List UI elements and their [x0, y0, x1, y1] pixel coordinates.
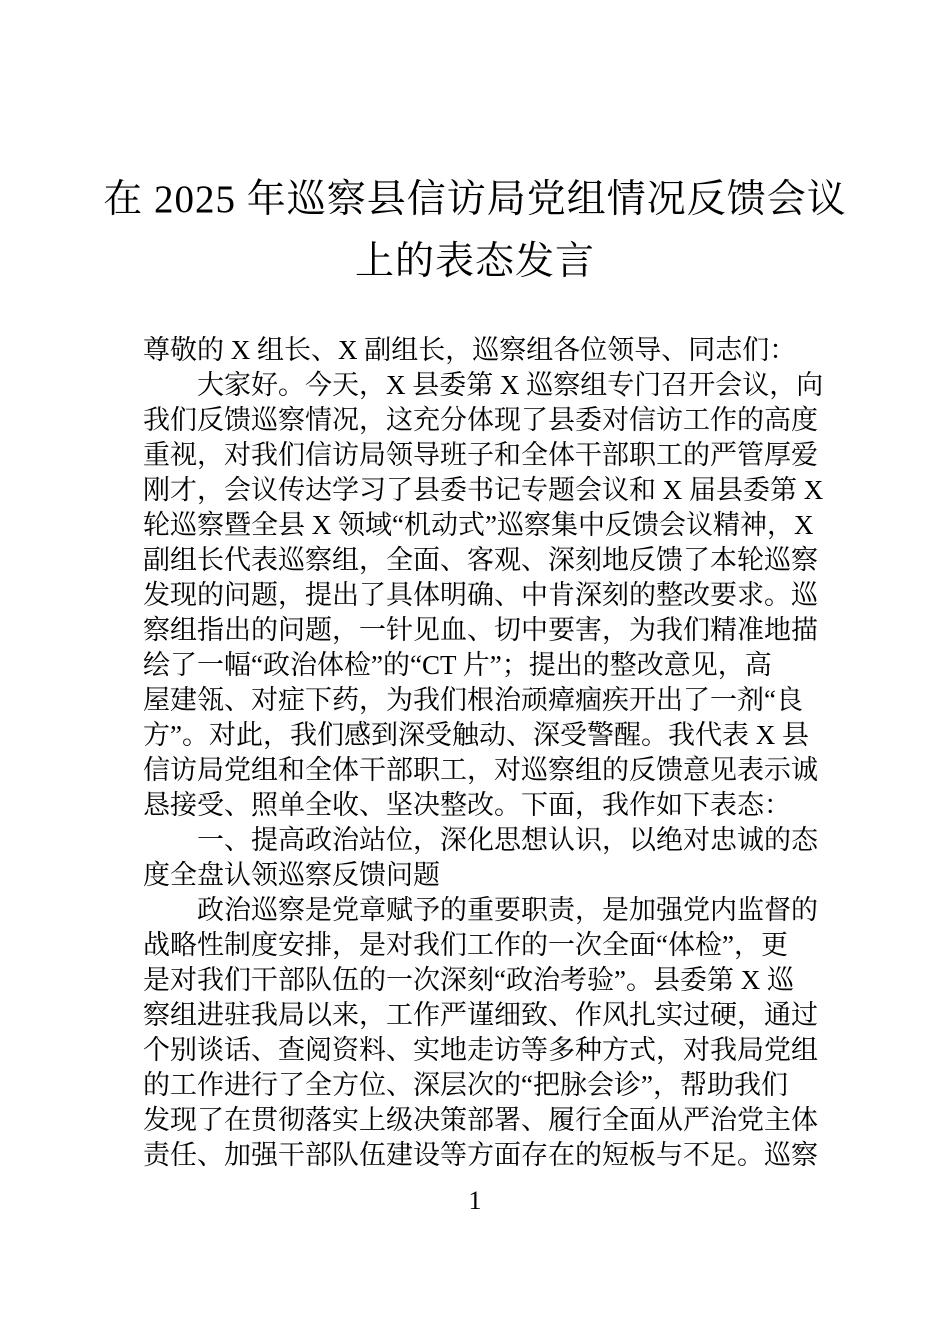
- paragraph-line: 我们反馈巡察情况，这充分体现了县委对信访工作的高度: [143, 405, 818, 435]
- title-line-1: 在 2025 年巡察县信访局党组情况反馈会议: [103, 178, 847, 221]
- document-body: [143, 333, 823, 1173]
- paragraph-line: 信访局党组和全体干部职工，对巡察组的反馈意见表示诚: [143, 755, 818, 785]
- paragraph-line: 轮巡察暨全县 X 领域“机动式”巡察集中反馈会议精神，X: [143, 510, 814, 540]
- paragraph-line: 屋建瓴、对症下药，为我们根治顽瘴痼疾开出了一剂“良: [143, 685, 803, 715]
- paragraph-line: 恳接受、照单全收、坚决整改。下面，我作如下表态：: [143, 790, 791, 820]
- paragraph-line: 发现的问题，提出了具体明确、中肯深刻的整改要求。巡: [143, 580, 818, 610]
- section-heading-line: 一、提高政治站位，深化思想认识，以绝对忠诚的态: [197, 825, 818, 855]
- paragraph-line: 责任、加强干部队伍建设等方面存在的短板与不足。巡察: [143, 1140, 818, 1170]
- page-number: 1: [468, 1186, 482, 1215]
- paragraph-line: 察组进驻我局以来，工作严谨细致、作风扎实过硬，通过: [143, 1000, 818, 1030]
- paragraph-line: 是对我们干部队伍的一次深刻“政治考验”。县委第 X 巡: [143, 965, 794, 995]
- salutation-line: 尊敬的 X 组长、X 副组长，巡察组各位领导、同志们：: [143, 335, 797, 365]
- document-title: [0, 169, 950, 293]
- paragraph-line: 绘了一幅“政治体检”的“CT 片”；提出的整改意见，高: [143, 650, 772, 680]
- paragraph-line: 个别谈话、查阅资料、实地走访等多种方式，对我局党组: [143, 1035, 818, 1065]
- paragraph-line: 副组长代表巡察组，全面、客观、深刻地反馈了本轮巡察: [143, 545, 818, 575]
- paragraph-line: 战略性制度安排，是对我们工作的一次全面“体检”，更: [143, 930, 788, 960]
- paragraph-line: 察组指出的问题，一针见血、切中要害，为我们精准地描: [143, 615, 818, 645]
- paragraph-line: 政治巡察是党章赋予的重要职责，是加强党内监督的: [197, 895, 818, 925]
- paragraph-line: 方”。对此，我们感到深受触动、深受警醒。我代表 X 县: [143, 720, 809, 750]
- paragraph-line: 刚才，会议传达学习了县委书记专题会议和 X 届县委第 X: [143, 475, 824, 505]
- paragraph-line: 发现了在贯彻落实上级决策部署、履行全面从严治党主体: [143, 1105, 818, 1135]
- title-line-2: 上的表态发言: [354, 240, 595, 283]
- section-heading-line: 度全盘认领巡察反馈问题: [143, 860, 440, 890]
- paragraph-line: 大家好。今天，X 县委第 X 巡察组专门召开会议，向: [197, 370, 824, 400]
- paragraph-line: 的工作进行了全方位、深层次的“把脉会诊”，帮助我们: [143, 1070, 788, 1100]
- paragraph-line: 重视，对我们信访局领导班子和全体干部职工的严管厚爱: [143, 440, 818, 470]
